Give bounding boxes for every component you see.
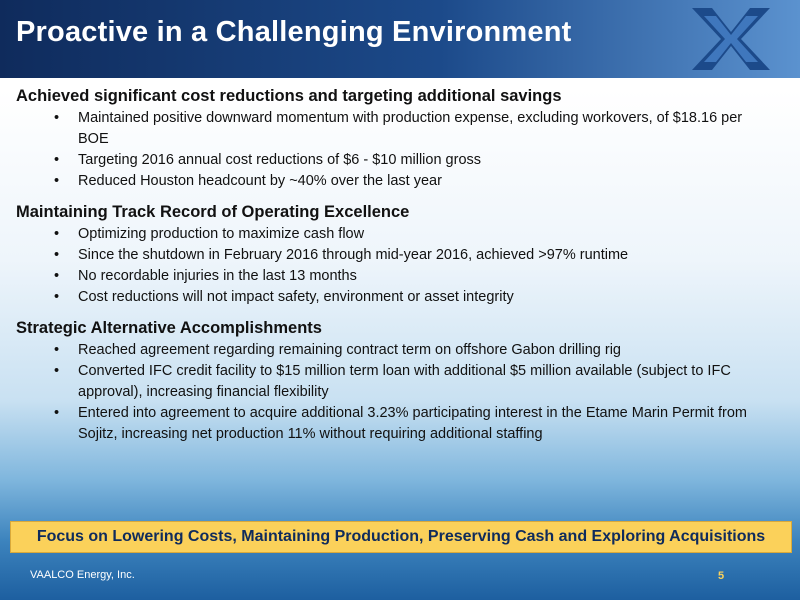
bullet-item: • Reduced Houston headcount by ~40% over the last year [78, 171, 786, 192]
section-cost-reductions [16, 86, 786, 192]
bullet-item: • Reached agreement regarding remaining contract term on offshore Gabon drilling rig [78, 340, 786, 361]
bullet-item: • Cost reductions will not impact safety, environment or asset integrity [78, 287, 786, 308]
section-heading: Maintaining Track Record of Operating Excellence [16, 203, 410, 221]
bullet-item: • Optimizing production to maximize cash flow [78, 224, 786, 245]
slide-header [0, 0, 800, 78]
page-number: 5 [718, 570, 725, 582]
section-heading: Achieved significant cost reductions and targeting additional savings [16, 87, 562, 105]
bullet-item: • Entered into agreement to acquire additional 3.23% participating interest in the Etame Marin Permit from Sojitz, increasing net production 11% without requiring additional staffing [78, 403, 786, 445]
bullet-item: • Since the shutdown in February 2016 through mid-year 2016, achieved >97% runtime [78, 245, 786, 266]
focus-banner: Focus on Lowering Costs, Maintaining Production, Preserving Cash and Exploring Acquisitions [10, 521, 792, 553]
section-operating-excellence [16, 202, 786, 308]
section-heading: Strategic Alternative Accomplishments [16, 319, 322, 337]
bullet-item: • No recordable injuries in the last 13 months [78, 266, 786, 287]
bullet-list [16, 340, 786, 445]
vaalco-chevron-logo-icon [690, 6, 772, 72]
bullet-item: • Converted IFC credit facility to $15 million term loan with additional $5 million available (subject to IFC approval), increasing financial flexibility [78, 361, 786, 403]
bullet-item: • Targeting 2016 annual cost reductions of $6 - $10 million gross [78, 150, 786, 171]
bullet-list [16, 224, 786, 308]
slide-content [16, 86, 786, 455]
slide-title: Proactive in a Challenging Environment [16, 16, 572, 48]
section-strategic-alternatives [16, 318, 786, 445]
bullet-item: • Maintained positive downward momentum with production expense, excluding workovers, of $18.16 per BOE [78, 108, 786, 150]
footer-company: VAALCO Energy, Inc. [30, 569, 135, 581]
bullet-list [16, 108, 786, 192]
